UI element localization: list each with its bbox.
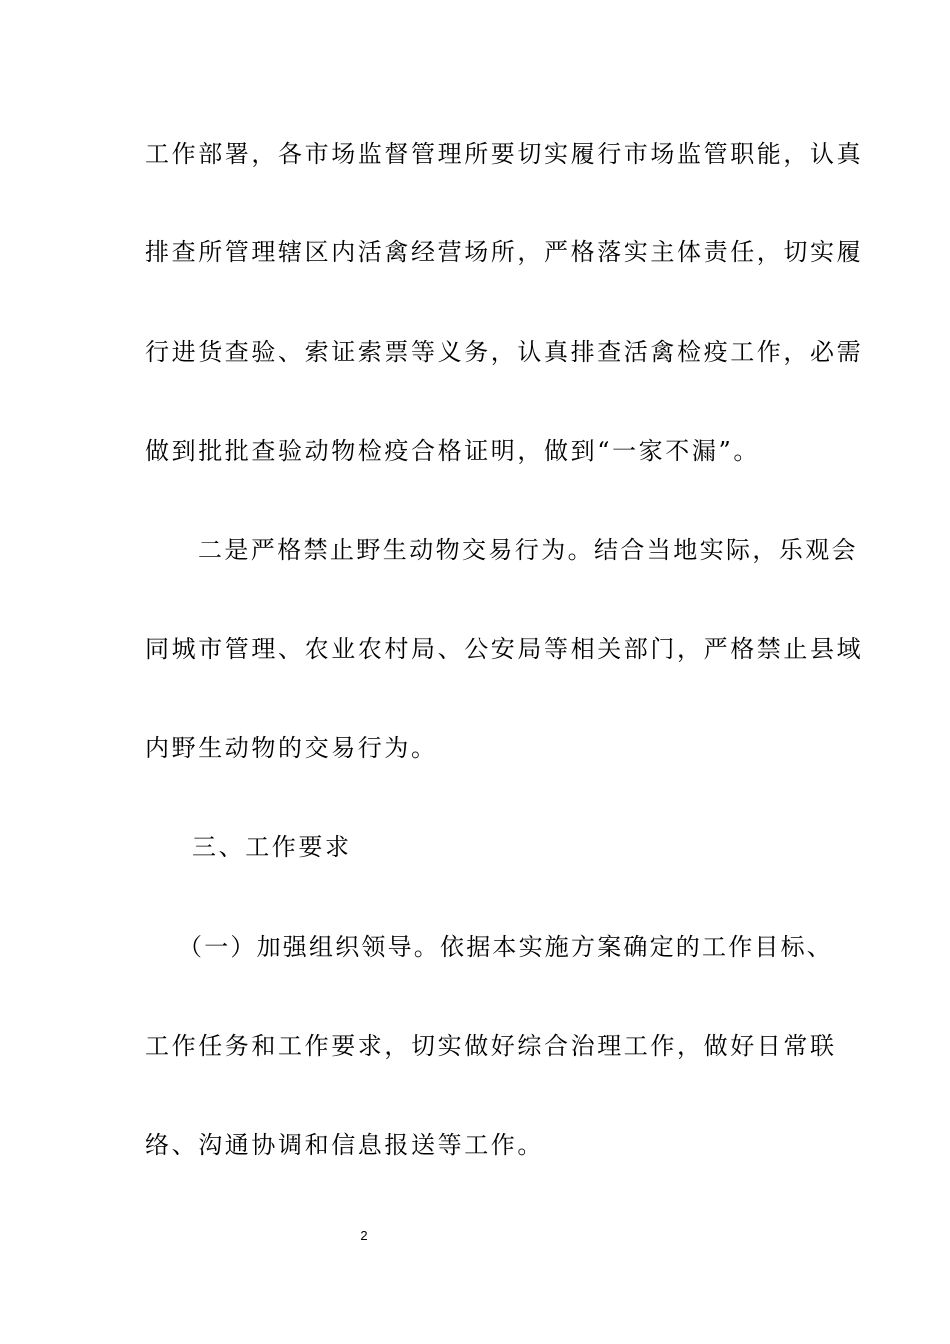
section-heading: 三、工作要求 — [192, 833, 352, 861]
text-line-9: （一）加强组织领导。依据本实施方案确定的工作目标、 — [178, 933, 833, 961]
text-line-2: 排查所管理辖区内活禽经营场所，严格落实主体责任，切实履 — [145, 238, 864, 266]
text-line-7: 内野生动物的交易行为。 — [145, 734, 438, 762]
text-line-11: 络、沟通协调和信息报送等工作。 — [145, 1131, 544, 1159]
text-line-6: 同城市管理、农业农村局、公安局等相关部门，严格禁止县域 — [145, 635, 864, 663]
page-number: 2 — [360, 1228, 368, 1243]
text-line-10: 工作任务和工作要求，切实做好综合治理工作，做好日常联 — [145, 1032, 837, 1060]
text-line-1: 工作部署，各市场监督管理所要切实履行市场监管职能，认真 — [145, 140, 864, 168]
text-line-5: 二是严格禁止野生动物交易行为。结合当地实际，乐观会 — [198, 536, 858, 564]
text-line-3: 行进货查验、索证索票等义务，认真排查活禽检疫工作，必需 — [145, 338, 864, 366]
text-line-4: 做到批批查验动物检疫合格证明，做到“一家不漏”。 — [145, 437, 760, 465]
